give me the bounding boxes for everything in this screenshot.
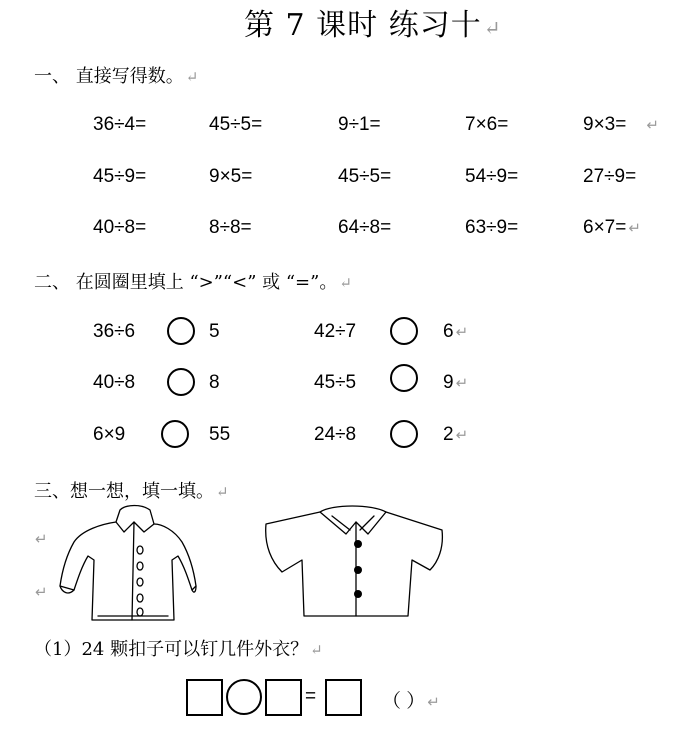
compare-circle-6[interactable] [390,420,418,448]
compare-right-value-2: 9 ↵ [443,372,469,393]
compare-right-3: 24÷8 [314,424,357,445]
equals-sign: = [305,686,317,707]
problem-2-5: 27÷9= [583,166,637,187]
problem-2-1: 45÷9= [93,166,147,187]
compare-left-value-2: 8 [209,372,220,393]
problem-1-2: 45÷5= [209,114,263,135]
compare-circle-2[interactable] [390,317,418,345]
section-2-heading: 二、 在圆圈里填上 “>”“<” 或 “=”。 ↵ [34,272,352,293]
paragraph-mark: ↵ [483,16,502,40]
problem-1-1: 36÷4= [93,114,147,135]
compare-circle-3[interactable] [167,368,195,396]
compare-circle-4[interactable] [390,364,418,392]
problem-3-5: 6×7= ↵ [583,217,641,238]
answer-box-2[interactable] [265,679,302,716]
problem-2-3: 45÷5= [338,166,392,187]
section-3-heading: 三、想一想，填一填。 ↵ [34,481,229,502]
problem-3-4: 63÷9= [465,217,519,238]
answer-box-1[interactable] [186,679,223,716]
problem-1-4: 7×6= [465,114,509,135]
compare-right-value-1: 6 ↵ [443,321,469,342]
compare-left-1: 36÷6 [93,321,136,342]
compare-circle-5[interactable] [161,420,189,448]
problem-3-3: 64÷8= [338,217,392,238]
page-title: 第 7 课时 练习十 ↵ [244,8,502,43]
jacket-illustration [58,500,198,625]
compare-circle-1[interactable] [167,317,195,345]
problem-2-4: 54÷9= [465,166,519,187]
problem-3-1: 40÷8= [93,217,147,238]
compare-left-value-3: 55 [209,424,231,445]
paragraph-mark: ↵ [35,530,48,548]
section-1-heading: 一、 直接写得数。 ↵ [34,66,199,87]
answer-box-3[interactable] [325,679,362,716]
compare-right-2: 45÷5 [314,372,357,393]
shirt-illustration [262,500,447,620]
compare-right-1: 42÷7 [314,321,357,342]
paragraph-mark: ↵ [35,583,48,601]
compare-left-3: 6×9 [93,424,126,445]
answer-parentheses[interactable]: （ ） ↵ [382,691,440,712]
problem-2-2: 9×5= [209,166,253,187]
operator-circle[interactable] [226,679,262,715]
problem-1-3: 9÷1= [338,114,381,135]
problem-1-5: 9×3= ↵ [583,114,659,135]
problem-3-2: 8÷8= [209,217,252,238]
compare-right-value-3: 2 ↵ [443,424,469,445]
question-1: （1）24 颗扣子可以钉几件外衣？ ↵ [34,639,323,660]
compare-left-value-1: 5 [209,321,220,342]
compare-left-2: 40÷8 [93,372,136,393]
